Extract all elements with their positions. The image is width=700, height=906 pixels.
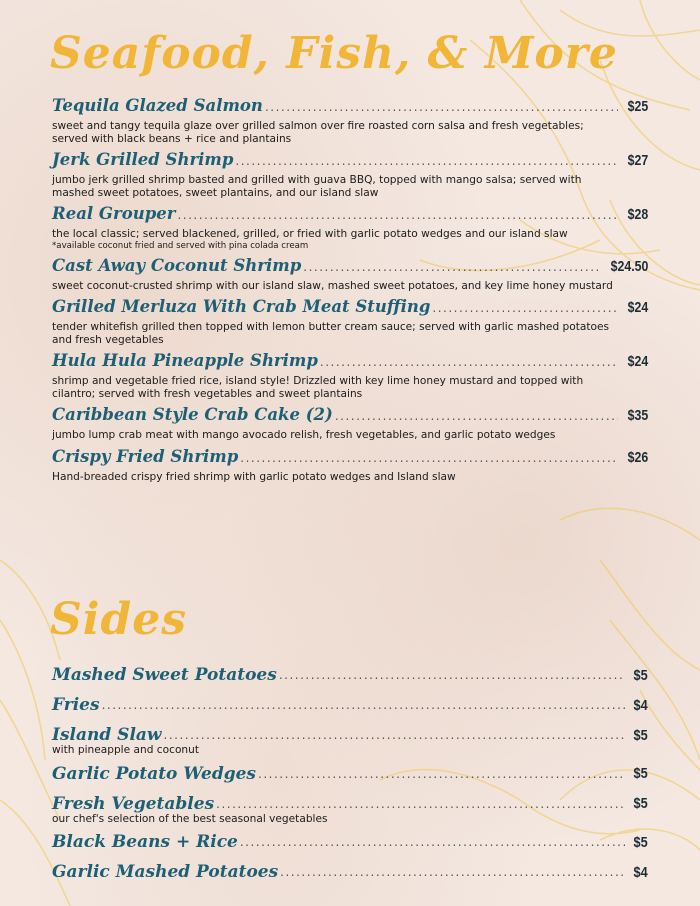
menu-item <box>52 150 648 199</box>
menu-item <box>52 96 648 145</box>
menu-item-description: our chef's selection of the best seasonal vegetables <box>52 812 328 825</box>
menu-item-price: $25 <box>627 99 648 115</box>
dot-leader <box>280 865 625 879</box>
dot-leader <box>102 698 626 712</box>
menu-item-line <box>52 690 648 720</box>
sides-menu-list <box>52 660 648 887</box>
dot-leader <box>279 668 626 682</box>
menu-item <box>52 827 648 857</box>
menu-item-line <box>52 297 648 319</box>
dot-leader <box>235 154 617 168</box>
menu-item-description: shrimp and vegetable fried rice, island style! Drizzled with key lime honey mustard and topped with cilantro; served with fresh vegetables and sweet plantains <box>52 375 584 400</box>
menu-item-name: Jerk Grilled Shrimp <box>52 150 234 169</box>
menu-item-description: with pineapple and coconut <box>52 744 200 756</box>
menu-item-line <box>52 351 648 373</box>
menu-item-name: Hula Hula Pineapple Shrimp <box>52 351 318 370</box>
menu-item-line <box>52 827 648 857</box>
menu-item-line <box>52 256 648 278</box>
menu-item-price: $24 <box>627 300 648 316</box>
menu-item-name: Real Grouper <box>52 204 176 223</box>
menu-item-name: Garlic Mashed Potatoes <box>52 862 279 882</box>
menu-item-name: Tequila Glazed Salmon <box>52 96 263 115</box>
menu-item-description: jumbo lump crab meat with mango avocado relish, fresh vegetables, and garlic potato wedges <box>52 429 556 441</box>
menu-item-price: $28 <box>627 207 648 223</box>
menu-item <box>52 759 648 789</box>
dot-leader <box>320 355 618 369</box>
menu-item-note: *available coconut fried and served with pina colada cream <box>52 240 309 251</box>
menu-item-price: $5 <box>633 765 648 782</box>
menu-item-line <box>52 150 648 172</box>
menu-item <box>52 720 648 757</box>
dot-leader <box>258 767 625 781</box>
menu-item-line <box>52 204 648 226</box>
menu-item <box>52 351 648 400</box>
dot-leader <box>216 797 625 811</box>
menu-item <box>52 857 648 887</box>
menu-item-price: $35 <box>627 408 648 424</box>
menu-item-name: Black Beans + Rice <box>52 832 238 852</box>
menu-item-name: Caribbean Style Crab Cake (2) <box>52 405 333 424</box>
section-title-seafood: Seafood, Fish, & More <box>50 28 618 79</box>
menu-item-price: $5 <box>633 795 648 812</box>
menu-item-price: $26 <box>627 449 648 466</box>
menu-item <box>52 660 648 690</box>
menu-item-name: Grilled Merluza With Crab Meat Stuffing <box>52 297 431 316</box>
menu-item-name: Garlic Potato Wedges <box>52 763 256 784</box>
menu-item-price: $24 <box>627 354 648 370</box>
menu-item-name: Fries <box>52 695 100 715</box>
menu-item-description: Hand-breaded crispy fried shrimp with garlic potato wedges and Island slaw <box>52 470 456 483</box>
menu-item-price: $4 <box>633 863 648 881</box>
menu-item <box>52 405 648 442</box>
menu-item-price: $24.50 <box>610 258 648 275</box>
menu-item-price: $5 <box>633 726 648 744</box>
dot-leader <box>177 208 617 222</box>
section-title-sides: Sides <box>50 594 188 645</box>
dot-leader <box>240 835 625 849</box>
menu-item-line <box>52 660 648 690</box>
menu-item-price: $5 <box>633 833 648 851</box>
menu-item <box>52 690 648 720</box>
menu-item <box>52 204 648 251</box>
menu-item-description: the local classic; served blackened, grilled, or fried with garlic potato wedges and our island slaw <box>52 228 568 240</box>
dot-leader <box>303 260 597 274</box>
menu-item-name: Crispy Fried Shrimp <box>52 446 239 466</box>
menu-item-line <box>52 405 648 427</box>
menu-item-line <box>52 96 648 118</box>
menu-item-price: $27 <box>627 153 648 169</box>
dot-leader <box>265 100 618 114</box>
menu-item-name: Fresh Vegetables <box>52 793 215 814</box>
menu-item <box>52 297 648 346</box>
dot-leader <box>164 728 626 742</box>
menu-item-line <box>52 447 648 469</box>
menu-item-description: tender whitefish grilled then topped with lemon butter cream sauce; served with garlic mashed potatoes and fresh vegetables <box>52 321 610 346</box>
menu-item-description: sweet coconut-crusted shrimp with our island slaw, mashed sweet potatoes, and key lime honey mustard <box>52 279 613 292</box>
menu-item-price: $4 <box>633 696 648 714</box>
menu-item <box>52 789 648 826</box>
dot-leader <box>335 409 618 423</box>
dot-leader <box>432 301 617 315</box>
menu-item-name: Mashed Sweet Potatoes <box>52 665 277 685</box>
dot-leader <box>240 451 618 465</box>
menu-item-name: Cast Away Coconut Shrimp <box>52 255 302 275</box>
menu-item-line <box>52 759 648 789</box>
menu-item <box>52 256 648 293</box>
menu-item-name: Island Slaw <box>52 725 162 745</box>
menu-item-line <box>52 857 648 887</box>
menu-item-description: jumbo jerk grilled shrimp basted and grilled with guava BBQ, topped with mango salsa; served with mashed sweet potatoes, sweet plantains, and our island slaw <box>52 174 582 199</box>
seafood-menu-list <box>52 96 648 488</box>
menu-item-description: sweet and tangy tequila glaze over grilled salmon over fire roasted corn salsa and fresh vegetables; served with black beans + rice and plantains <box>52 120 584 145</box>
menu-item <box>52 447 648 484</box>
menu-item-price: $5 <box>633 666 648 684</box>
